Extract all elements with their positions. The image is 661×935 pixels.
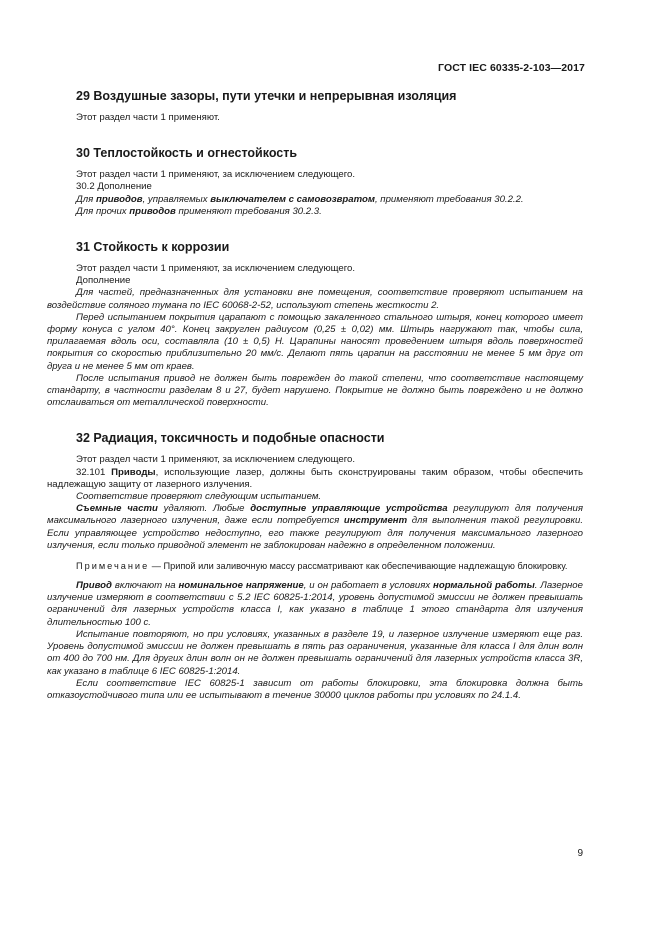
section-30-text-3: Для приводов, управляемых выключателем с самовозвратом, применяют требования 30.2.2. [76, 193, 524, 205]
section-32-text-1: Этот раздел части 1 применяют, за исключением следующего. [76, 454, 356, 466]
page-number: 9 [577, 848, 583, 859]
section-31-text-4: Перед испытанием покрытия царапают с помощью закаленного стального штыря, конец которого имеет форму конуса с углом 40°. Конец закруглен радиусом (0,25 ± 0,02) мм. Штырь нагружают так, чтобы сила, прилагаемая вдоль оси, составляла (10 ± 0,5) Н. Царапины наносят проведением штыря вдоль поверхностей покрытия со скоростью приблизительно 20 мм/с. Делают пять царапин на расстоянии не менее 5 мм друг от друга и не менее 5 мм от краев. [47, 311, 583, 372]
section-32 [47, 430, 583, 702]
section-31-text-2: Дополнение [76, 275, 131, 287]
section-30-text-1: Этот раздел части 1 применяют, за исключением следующего. [76, 169, 356, 181]
section-30-text-2: 30.2 Дополнение [76, 181, 152, 193]
section-31-text-3: Для частей, предназначенных для установки вне помещения, соответствие проверяют испытанием на воздействие соляного тумана по IEC 60068-2-52, используют степень жесткости 2. [47, 287, 583, 311]
section-29-title: 29 Воздушные зазоры, пути утечки и непрерывная изоляция [76, 89, 457, 103]
section-30 [47, 145, 583, 218]
section-31 [47, 239, 583, 409]
section-32-text-2: 32.101 Приводы, использующие лазер, должны быть сконструированы таким образом, чтобы обеспечить надлежащую защиту от лазерного излучения. [47, 466, 583, 490]
section-32-text-4: Съемные части удаляют. Любые доступные управляющие устройства регулируют для получения максимального лазерного излучения, даже если потребуется инструмент для выполнения такой регулировки. Если управляющее устройство недоступно, его также регулируют для получения максимального лазерного излучения, если только приводной элемент не заблокирован надежно в определенном положении. [47, 503, 583, 551]
section-32-text-5: Привод включают на номинальное напряжение, и он работает в условиях нормальной работы. Лазерное излучение измеряют в соответствии с 5.2 IEC 60825-1:2014, уровень допустимой эмиссии не должен превышать ограничений для лазерных устройств класса I, как указано в таблице 1 этого стандарта для излучения длительностью 100 с. [47, 580, 583, 628]
section-31-text-5: После испытания привод не должен быть поврежден до такой степени, что соответствие настоящему стандарту, в частности разделам 8 и 27, будет нарушено. Покрытие не должно быть повреждено и не должно отслаиваться от металлической поверхности. [47, 372, 583, 409]
section-32-text-3: Соответствие проверяют следующим испытанием. [76, 491, 322, 503]
section-31-title: 31 Стойкость к коррозии [76, 240, 230, 255]
section-32-text-6: Испытание повторяют, но при условиях, указанных в разделе 19, и лазерное излучение измеряют еще раз. Уровень допустимой эмиссии не должен превышать в пять раз ограничения, указанные для класса I для длин волн от 400 до 700 нм. Для других длин волн он не должен превышать ограничений для лазерных устройств класса 3R, как указано в таблице 6 IEC 60825-1:2014. [47, 628, 583, 677]
section-29 [47, 88, 583, 124]
document-header-code: ГОСТ IEC 60335-2-103—2017 [438, 62, 585, 74]
section-32-title: 32 Радиация, токсичность и подобные опасности [76, 431, 385, 446]
section-31-text-1: Этот раздел части 1 применяют, за исключением следующего. [76, 263, 356, 275]
section-30-text-4: Для прочих приводов применяют требования 30.2.3. [76, 205, 322, 217]
document-body [47, 88, 583, 716]
section-32-note: Примечание — Припой или заливочную массу рассматривают как обеспечивающие надлежащую блокировку. [76, 561, 568, 572]
section-32-text-7: Если соответствие IEC 60825-1 зависит от работы блокировки, эта блокировка должна быть отказоустойчивого типа или ее испытывают в течение 30000 циклов работы при условиях по 24.1.4. [47, 677, 583, 701]
section-30-title: 30 Теплостойкость и огнестойкость [76, 146, 298, 161]
section-29-text: Этот раздел части 1 применяют. [76, 112, 220, 123]
